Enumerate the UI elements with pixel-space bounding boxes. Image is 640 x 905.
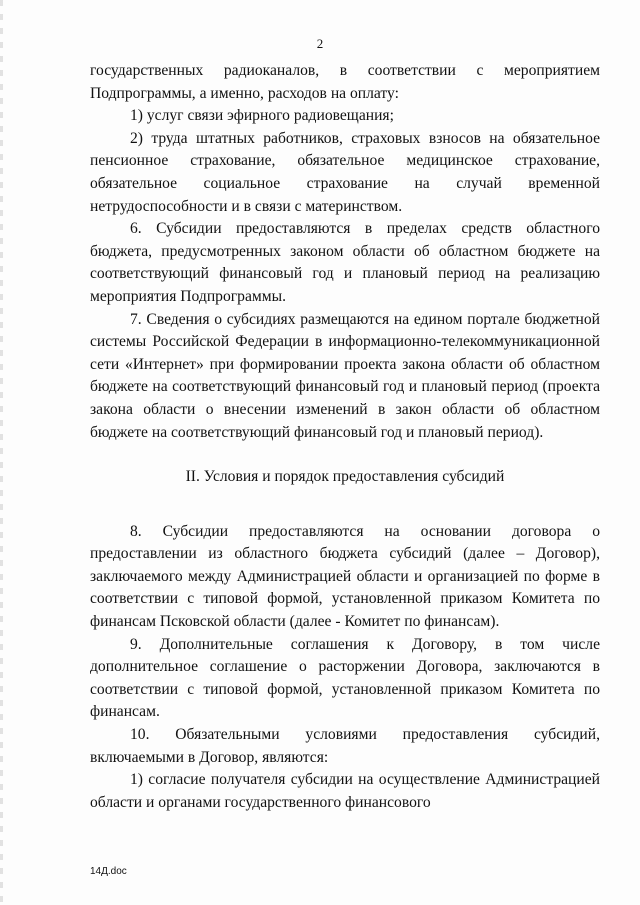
paragraph-list-item-2: 2) труда штатных работников, страховых взносов на обязательное пенсионное страхование, обязательное медицинское страхование, обязательное социальное страхование на случай временной нетрудоспособности и в связи с материнством. bbox=[90, 129, 600, 215]
paragraph-10-item-1: 1) согласие получателя субсидии на осуществление Администрацией области и органами государственного финансового bbox=[90, 771, 600, 811]
paragraph-9: 9. Дополнительные соглашения к Договору, в том числе дополнительное соглашение о расторжении Договора, заключаются в соответствии с типовой формой, установленной приказом Комитета по финансам. bbox=[90, 635, 600, 721]
paragraph-7: 7. Сведения о субсидиях размещаются на едином портале бюджетной системы Российской Федерации в информационно-телекоммуникационной сети «Интернет» при формировании проекта закона области об областном бюджете на соответствующий финансовый год и плановый период (проекта закона области о внесении изменений в закон области об областном бюджете на соответствующий финансовый год и плановый период). bbox=[90, 310, 600, 441]
file-name-footer: 14Д.doc bbox=[90, 866, 127, 877]
scan-edge bbox=[0, 0, 3, 905]
paragraph-continuation: государственных радиоканалов, в соответствии с мероприятием Подпрограммы, а именно, расходов на оплату: bbox=[90, 62, 600, 102]
paragraph-list-item-1: 1) услуг связи эфирного радиовещания; bbox=[130, 107, 394, 125]
page-number: 2 bbox=[316, 36, 324, 51]
section-heading: II. Условия и порядок предоставления субсидий bbox=[185, 468, 505, 486]
paragraph-8: 8. Субсидии предоставляются на основании договора о предоставлении из областного бюджета субсидий (далее – Договор), заключаемого между Администрацией области и организацией по форме в соответствии с типовой формой, установленной приказом Комитета по финансам Псковской области (далее - Комитет по финансам). bbox=[90, 522, 600, 631]
document-body bbox=[90, 60, 600, 814]
paragraph-6: 6. Субсидии предоставляются в пределах средств областного бюджета, предусмотренных законом области об областном бюджете на соответствующий финансовый год и плановый период на реализацию мероприятия Подпрограммы. bbox=[90, 220, 600, 305]
paragraph-10: 10. Обязательными условиями предоставления субсидий, включаемыми в Договор, являются: bbox=[90, 726, 600, 766]
